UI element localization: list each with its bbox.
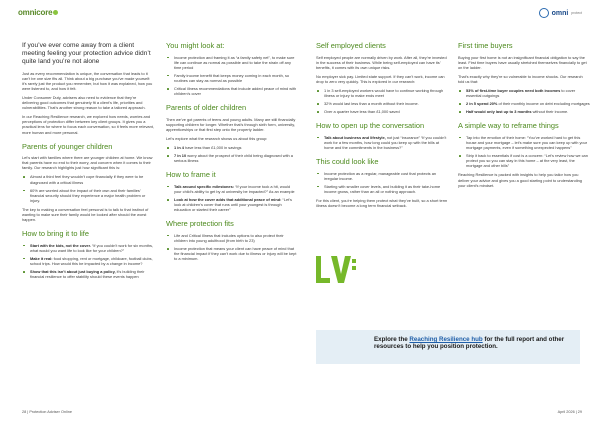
- list-item: Tap into the emotion of their home: “You’ve worked hard to get this house and your mortgage – let’s make sure you can keep up with your mortgage payments, even if something unexpected happens”: [458, 135, 590, 150]
- omni-logo-text: omni: [551, 9, 569, 17]
- omni-ring-icon: [539, 8, 549, 18]
- section-heading: You might look at:: [166, 41, 225, 50]
- list-item-text: food shopping, rent or mortgage, childcare, football clubs, school trips. How would this be impacted by a change in income?: [30, 255, 153, 266]
- bullet-list: [316, 171, 448, 194]
- omnicore-logo-text: omnicore: [18, 8, 53, 17]
- list-item: [22, 256, 154, 266]
- explore-callout: [316, 330, 580, 364]
- logo-dot-icon: [53, 10, 58, 15]
- list-item-bold: 53% of first-time buyer couples need both incomes: [466, 87, 561, 93]
- list-item: Income protection as a regular, manageable cost that protects an irregular income.: [316, 171, 448, 181]
- list-item-bold: Start with the kids, not the cover.: [30, 242, 91, 248]
- list-item-bold: 2 in 5 spend 20%: [466, 101, 498, 107]
- explore-suffix: for the full report and other resources to help you position protection.: [374, 336, 565, 351]
- list-item: [166, 145, 298, 150]
- list-item: Over a quarter have less than £1,000 saved: [316, 109, 448, 114]
- list-item: Family income benefit that keeps money coming in each month, so routines can stay as normal as possible: [166, 73, 298, 83]
- body-paragraph: Buying your first home is not an insignificant financial obligation to say the least. First time buyers have usually stretched themselves financially to get on the ladder.: [458, 54, 587, 70]
- body-paragraph: Under Consumer Duty, advisers also need to evidence that they’re delivering good outcomes that genuinely fit a client’s life, priorities and vulnerabilities. That’s another strong reason to take a tailored approach.: [22, 94, 146, 111]
- bullet-list: [166, 55, 298, 97]
- bullet-list: [458, 135, 590, 169]
- body-paragraph: That’s exactly why they’re so vulnerable to income shocks. Our research told us that:: [458, 73, 583, 84]
- bullet-list: [458, 88, 590, 114]
- body-paragraph: Let’s explore what the research shows us about this group:: [166, 135, 268, 141]
- section-heading: Self employed clients: [316, 41, 386, 50]
- body-paragraph: Self employed people are normally driven by work. After all, they’re invested in the success of their business. While being self-employed can have its’ benefits, it comes with its own unique risks.: [316, 54, 447, 70]
- bullet-list: [166, 233, 298, 261]
- omnicore-logo: [18, 8, 58, 17]
- protect-logo-text: protect: [571, 11, 582, 15]
- section-heading: How to open up the conversation: [316, 121, 425, 131]
- list-item-text: “Let’s look at children’s cover that runs until your youngest is through education or started their career”: [174, 197, 292, 213]
- list-item: [22, 269, 154, 279]
- list-item: [458, 88, 590, 98]
- list-item: 32% would last less than a month without their income.: [316, 101, 448, 106]
- list-item: [458, 109, 590, 114]
- list-item: [22, 243, 154, 253]
- list-item: Critical illness recommendations that include added peace of mind with children’s cover: [166, 86, 298, 96]
- list-item: [166, 153, 298, 163]
- list-item-text: have less than £1,000 in savings: [183, 145, 242, 151]
- bullet-list: [316, 135, 448, 150]
- list-item-bold: 7 in 10: [174, 153, 187, 159]
- bullet-list: [22, 174, 154, 202]
- body-paragraph: No employer sick pay. Limited state support. If they can’t work, income can drop to zero very quickly. This is explored in our research:: [316, 73, 445, 84]
- list-item: 1 in 3 self-employed workers would have to continue working through illness or injury to make ends meet: [316, 88, 448, 98]
- bullet-list: [166, 184, 298, 212]
- list-item: Almost a third feel they wouldn’t cope financially if they were to be diagnosed with a critical illness: [22, 174, 154, 184]
- section-heading: How to frame it: [166, 170, 216, 180]
- lv-logo-icon: [316, 256, 356, 286]
- list-item: Life and Critical Illness that includes options to also protect their children into young adulthood (from birth to 23): [166, 233, 298, 243]
- list-item-text: to cover essential outgoings: [466, 87, 576, 99]
- body-paragraph: Let’s start with families where there are younger children at home. We know that parents have no end to their worry, and concern when it comes to their family. Our research highlights just how significant this is:: [22, 155, 153, 171]
- column-3: [316, 42, 448, 212]
- intro-heading: If you’ve ever come away from a client meeting feeling your protection advice didn’t quite land you’re not alone: [22, 42, 151, 66]
- section-heading: First time buyers: [458, 41, 513, 50]
- body-paragraph: Reaching Resilience is packed with insights to help you tailor how you deliver your advice and gives you a good starting point to understanding your client’s mindset.: [458, 172, 582, 188]
- list-item-text: “If you couldn’t work for six months, what would you want life to look like for your children?”: [30, 242, 154, 253]
- list-item-text: of their monthly income on debt excluding mortgages: [497, 101, 590, 107]
- list-item-text: “If your income took a hit, would your child’s ability to get by at university be impacted?” As an example: [174, 183, 295, 194]
- list-item-bold: Look at how the cover adds that additional peace of mind:: [174, 197, 282, 202]
- bullet-list: [166, 145, 298, 163]
- footer-right: April 2026 | 29: [557, 410, 582, 414]
- list-item-bold: Make it real:: [30, 255, 53, 261]
- list-item: Strip it back to essentials if cost is a concern: “Let’s review how we can protect you so you can stay in this home – at the very least, the mortgage and other bills”: [458, 153, 590, 168]
- section-heading: How to bring it to life: [22, 229, 89, 239]
- list-item-bold: 1 in 4: [174, 145, 184, 151]
- bullet-list: [22, 243, 154, 280]
- footer-left: 28 | Protection Adviser Online: [22, 410, 72, 414]
- list-item: 60% are worried about the impact of their own and their families’ financial security should they experience a major health problem or injury.: [22, 188, 154, 203]
- list-item-text: worry about the prospect of their child being diagnosed with a serious illness: [174, 153, 293, 164]
- body-paragraph: The key to making a conversation feel personal is to talk to that instinct of wanting to make sure their family would be looked after should the worst happen.: [22, 206, 149, 223]
- body-paragraph: For this client, you’re helping them protect what they’ve built, so a short term illness doesn’t become a long term financial setback.: [316, 198, 448, 209]
- lv-logo-area: [316, 242, 580, 310]
- list-item-text: not just “insurance” “If you couldn’t work for a few months, how long could you keep up with the bills at home and the commitments in the business?”: [324, 134, 447, 151]
- page-header: [18, 8, 582, 22]
- list-item-bold: Show that this isn’t about just buying a policy,: [30, 269, 116, 275]
- omni-protect-logo: [539, 8, 582, 18]
- section-heading: Where protection fits: [166, 219, 234, 229]
- list-item: Starting with smaller cover levels, and building it as their take-home income grows, rather than an all or nothing approach.: [316, 184, 448, 194]
- column-4: [458, 42, 590, 192]
- explore-prefix: Explore the: [374, 336, 410, 343]
- section-heading: This could look like: [316, 157, 379, 167]
- list-item-bold: Talk around specific milestones:: [174, 183, 235, 189]
- list-item-text: without their income.: [531, 109, 569, 115]
- body-paragraph: In our Reaching Resilience research, we explored how needs, worries and perceptions of protection differ between key client groups. It gives you a practical lens for where to focus each conversation, so it feels more relevant, more human and more personal.: [22, 114, 154, 135]
- list-item: [316, 135, 448, 150]
- section-heading: Parents of older children: [166, 103, 247, 113]
- list-item: [166, 197, 298, 212]
- list-item-bold: Talk about business and lifestyle,: [324, 134, 386, 140]
- section-heading: Parents of younger children: [22, 141, 113, 151]
- column-2: [166, 42, 298, 265]
- list-item-bold: Half would only last up to 3 months: [466, 109, 532, 115]
- column-1: [22, 42, 154, 283]
- list-item: [166, 184, 298, 194]
- list-item: Income protection and framing it as “a family safety net”, to make sure life can continue as normal as possible and to take the strain off any time period: [166, 55, 298, 70]
- reaching-resilience-hub-link[interactable]: Reaching Resilience hub: [409, 336, 483, 343]
- bullet-list: [316, 88, 448, 114]
- list-item: [458, 101, 590, 106]
- list-item-text: it’s building their financial resilience to offer stability should these events happen: [30, 269, 145, 280]
- body-paragraph: Then we’ve got parents of teens and young adults. Many are still financially supporting children for longer. Whether that’s through sixth form, university, apprenticeships or that first step onto the property ladder.: [166, 116, 296, 132]
- list-item: Income protection that means your client can have peace of mind that the financial impact if they can’t work due to illness or injury will be kept to a minimum.: [166, 246, 298, 261]
- section-heading: A simple way to reframe things: [458, 121, 559, 131]
- body-paragraph: Just as every recommendation is unique, the conversation that leads to it can’t be one size fits all. Think about a big purchase you’ve made yourself: it’s rarely just the product you remember, but how it was explained, how you were listened to, and how it felt.: [22, 70, 153, 91]
